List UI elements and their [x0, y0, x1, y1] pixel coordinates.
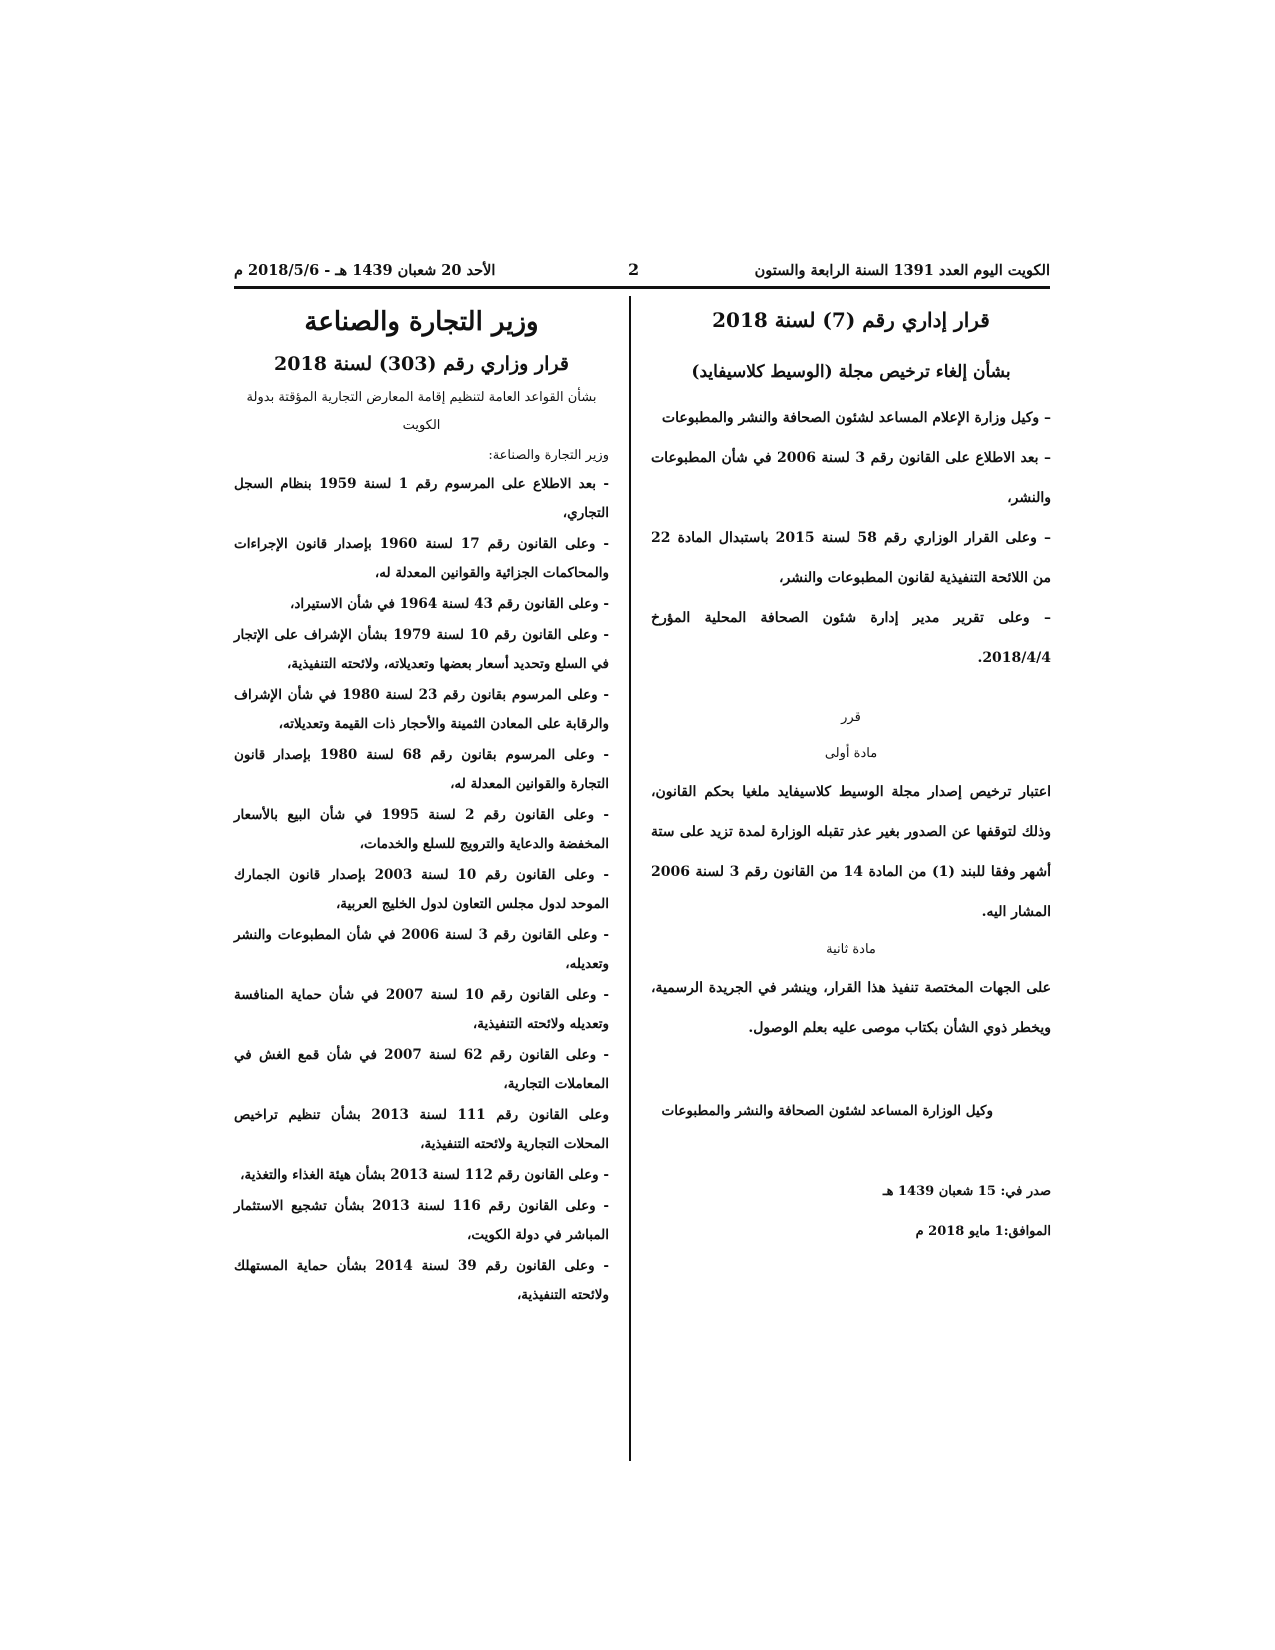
recital-item: وعلى القانون رقم 111 لسنة 2013 بشأن تنظيم تراخيص المحلات التجارية ولائحته التنفيذية، [234, 1107, 610, 1152]
issue-dates [651, 1172, 1051, 1252]
column-divider [629, 296, 631, 1461]
decree-7-column [651, 296, 1051, 1252]
signatory: وكيل الوزارة المساعد لشئون الصحافة والنشر والمطبوعات [661, 1103, 993, 1119]
preamble-line: – وكيل وزارة الإعلام المساعد لشئون الصحافة والنشر والمطبوعات [661, 410, 1051, 426]
header-rule [234, 286, 1050, 289]
recital-item: - وعلى القانون رقم 17 لسنة 1960 بإصدار قانون الإجراءات والمحاكمات الجزائية والقوانين المعدلة له، [234, 536, 609, 581]
decree-303-subject: بشأن القواعد العامة لتنظيم إقامة المعارض التجارية المؤقتة بدولة الكويت [246, 390, 597, 433]
recital-item: - وعلى المرسوم بقانون رقم 23 لسنة 1980 في شأن الإشراف والرقابة على المعادن الثمينة والأحجار ذات القيمة وتعديلاته، [234, 687, 609, 732]
decree-303-intro: وزير التجارة والصناعة: [488, 448, 609, 463]
ministry-heading: وزير التجارة والصناعة [304, 307, 539, 337]
decree-7-subject: بشأن إلغاء ترخيص مجلة (الوسيط كلاسيفايد) [691, 362, 1011, 382]
article-1-heading: مادة أولى [824, 746, 878, 761]
recital-item: - وعلى القانون رقم 10 لسنة 2003 بإصدار قانون الجمارك الموحد لدول مجلس التعاون لدول الخليج العربية، [234, 867, 609, 912]
recital-item: - وعلى القانون رقم 2 لسنة 1995 في شأن البيع بالأسعار المخفضة والدعاية والترويج للسلع والخدمات، [234, 807, 609, 852]
recital-item: - وعلى القانون رقم 10 لسنة 1979 بشأن الإشراف على الإتجار في السلع وتحديد أسعار بعضها وتعديلاته، ولائحته التنفيذية، [234, 627, 609, 672]
article-2-text: على الجهات المختصة تنفيذ هذا القرار، وينشر في الجريدة الرسمية، ويخطر ذوي الشأن بكتاب موصى عليه بعلم الوصول. [651, 980, 1051, 1036]
decree-303-column [234, 296, 609, 1312]
article-2-heading: مادة ثانية [826, 942, 876, 957]
header-date: الأحد 20 شعبان 1439 هـ - 2018/5/6 م [234, 262, 496, 279]
page-number: 2 [628, 260, 640, 279]
decree-303-title: قرار وزاري رقم (303) لسنة 2018 [274, 353, 569, 375]
recital-item: - بعد الاطلاع على المرسوم رقم 1 لسنة 1959 بنظام السجل التجاري، [234, 476, 609, 521]
page-header [234, 258, 1050, 288]
header-issue: الكويت اليوم العدد 1391 السنة الرابعة والستون [754, 262, 1050, 279]
corresponding-date: الموافق:1 مايو 2018 م [915, 1224, 1051, 1239]
recital-item: - وعلى القانون رقم 3 لسنة 2006 في شأن المطبوعات والنشر وتعديله، [234, 927, 610, 972]
recital-item: - وعلى القانون رقم 62 لسنة 2007 في شأن قمع الغش في المعاملات التجارية، [234, 1047, 609, 1092]
recital-item: - وعلى القانون رقم 43 لسنة 1964 في شأن الاستيراد، [290, 596, 609, 612]
decided-heading: قرر [841, 710, 861, 725]
preamble-line: – وعلى القرار الوزاري رقم 58 لسنة 2015 باستبدال المادة 22 من اللائحة التنفيذية لقانون المطبوعات والنشر، [651, 530, 1051, 586]
issued-date: صدر في: 15 شعبان 1439 هـ [882, 1184, 1051, 1199]
preamble-line: – بعد الاطلاع على القانون رقم 3 لسنة 2006 في شأن المطبوعات والنشر، [651, 450, 1052, 506]
decree-7-title: قرار إداري رقم (7) لسنة 2018 [712, 308, 990, 332]
recital-item: - وعلى القانون رقم 39 لسنة 2014 بشأن حماية المستهلك ولائحته التنفيذية، [234, 1258, 609, 1303]
recital-item: - وعلى المرسوم بقانون رقم 68 لسنة 1980 بإصدار قانون التجارة والقوانين المعدلة له، [234, 747, 609, 792]
article-1-text: اعتبار ترخيص إصدار مجلة الوسيط كلاسيفايد ملغيا بحكم القانون، وذلك لتوقفها عن الصدور بغير عذر تقبله الوزارة لمدة تزيد على ستة أشهر وفقا للبند (1) من المادة 14 من القانون رقم 3 لسنة 2006 المشار اليه. [651, 784, 1051, 920]
recital-item: - وعلى القانون رقم 112 لسنة 2013 بشأن هيئة الغذاء والتغذية، [240, 1167, 609, 1183]
recital-item: - وعلى القانون رقم 10 لسنة 2007 في شأن حماية المنافسة وتعديله ولائحته التنفيذية، [234, 987, 610, 1032]
recital-item: - وعلى القانون رقم 116 لسنة 2013 بشأن تشجيع الاستثمار المباشر في دولة الكويت، [234, 1198, 610, 1243]
preamble-line: – وعلى تقرير مدير إدارة شئون الصحافة المحلية المؤرخ 2018/4/4. [651, 610, 1051, 666]
